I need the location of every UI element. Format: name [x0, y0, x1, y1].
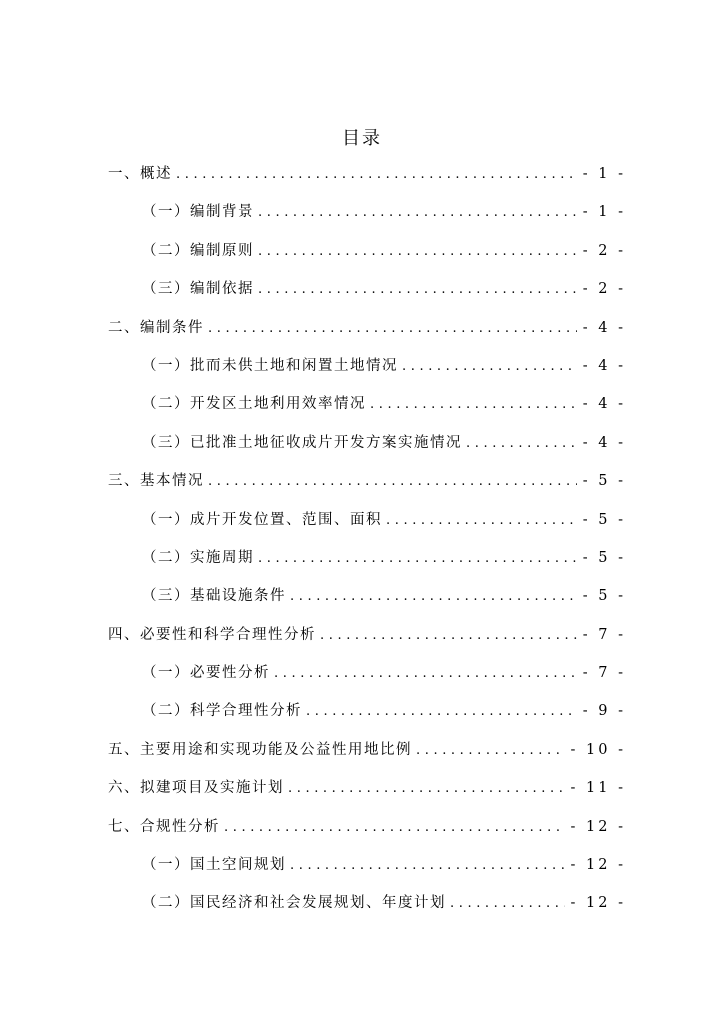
toc-dot-leader — [288, 781, 565, 796]
toc-entry-label: 一、概述 — [108, 166, 172, 182]
toc-dot-leader — [290, 858, 565, 873]
toc-page-number: - 9 - — [582, 703, 626, 720]
toc-entry-label: 七、合规性分析 — [108, 818, 220, 835]
toc-entry-label: （一）必要性分析 — [142, 665, 270, 682]
toc-entry-label: 六、拟建项目及实施计划 — [108, 780, 284, 797]
toc-page-number: - 12 - — [570, 895, 626, 912]
toc-dot-leader — [386, 513, 577, 528]
toc-entry[interactable] — [108, 661, 626, 699]
toc-page-number: - 11 - — [570, 780, 626, 797]
toc-dot-leader — [176, 167, 577, 182]
toc-dot-leader — [258, 282, 577, 297]
toc-dot-leader — [466, 436, 577, 451]
toc-page-number: - 4 - — [582, 434, 626, 451]
toc-entry-label: （一）编制背景 — [142, 204, 254, 221]
toc-dot-leader — [258, 551, 577, 566]
toc-page-number: - 4 - — [582, 396, 626, 413]
toc-entry[interactable] — [108, 853, 626, 891]
toc-dot-leader — [258, 244, 577, 259]
toc-dot-leader — [320, 628, 577, 643]
toc-entry[interactable] — [108, 738, 626, 776]
toc-dot-leader — [370, 397, 577, 412]
toc-dot-leader — [224, 820, 565, 835]
toc-entry-label: 四、必要性和科学合理性分析 — [108, 626, 316, 643]
toc-entry-label: （一）国土空间规划 — [142, 857, 286, 874]
toc-entry[interactable] — [108, 316, 626, 354]
toc-entry[interactable] — [108, 162, 626, 200]
toc-page-number: - 5 - — [582, 549, 626, 566]
toc-page-number: - 4 - — [582, 319, 626, 336]
toc-page-number: - 7 - — [582, 626, 626, 643]
toc-entry-label: 二、编制条件 — [108, 319, 204, 336]
toc-page-number: - 12 - — [570, 818, 626, 835]
toc-entry[interactable] — [108, 239, 626, 277]
toc-entry[interactable] — [108, 431, 626, 469]
toc-entry[interactable] — [108, 508, 626, 546]
toc-title: 目录 — [342, 128, 382, 149]
toc-dot-leader — [208, 474, 577, 489]
toc-entry-label: （三）已批准土地征收成片开发方案实施情况 — [142, 434, 462, 451]
toc-entry-label: （二）开发区土地利用效率情况 — [142, 396, 366, 413]
toc-dot-leader — [290, 589, 577, 604]
toc-dot-leader — [416, 743, 565, 758]
toc-dot-leader — [208, 321, 577, 336]
toc-page-number: - 7 - — [582, 665, 626, 682]
toc-entry[interactable] — [108, 584, 626, 622]
toc-entry[interactable] — [108, 392, 626, 430]
toc-list — [108, 162, 626, 930]
toc-entry[interactable] — [108, 546, 626, 584]
toc-dot-leader — [450, 896, 565, 911]
toc-page-number: - 5 - — [582, 511, 626, 528]
toc-entry-label: （三）编制依据 — [142, 281, 254, 298]
toc-entry[interactable] — [108, 815, 626, 853]
toc-entry-label: （二）国民经济和社会发展规划、年度计划 — [142, 895, 446, 912]
toc-page-number: - 2 - — [582, 281, 626, 298]
toc-dot-leader — [258, 205, 577, 220]
toc-entry[interactable] — [108, 277, 626, 315]
toc-entry[interactable] — [108, 776, 626, 814]
toc-page-number: - 10 - — [570, 741, 626, 758]
toc-entry-label: 五、主要用途和实现功能及公益性用地比例 — [108, 741, 412, 758]
toc-entry[interactable] — [108, 699, 626, 737]
toc-entry-label: （二）科学合理性分析 — [142, 703, 302, 720]
toc-entry[interactable] — [108, 623, 626, 661]
toc-entry[interactable] — [108, 354, 626, 392]
toc-dot-leader — [274, 666, 577, 681]
toc-entry-label: （一）成片开发位置、范围、面积 — [142, 511, 382, 528]
toc-entry[interactable] — [108, 469, 626, 507]
toc-entry-label: （二）实施周期 — [142, 549, 254, 566]
toc-entry-label: 三、基本情况 — [108, 473, 204, 490]
toc-page-number: - 2 - — [582, 242, 626, 259]
toc-page-number: - 5 - — [582, 588, 626, 605]
toc-entry-label: （一）批而未供土地和闲置土地情况 — [142, 357, 398, 374]
toc-dot-leader — [402, 359, 577, 374]
toc-page-number: - 1 - — [582, 204, 626, 221]
toc-entry-label: （三）基础设施条件 — [142, 588, 286, 605]
toc-entry-label: （二）编制原则 — [142, 242, 254, 259]
toc-page-number: - 1 - — [582, 166, 626, 182]
toc-page-number: - 5 - — [582, 473, 626, 490]
toc-dot-leader — [306, 704, 577, 719]
toc-entry[interactable] — [108, 891, 626, 929]
toc-page-number: - 4 - — [582, 357, 626, 374]
toc-entry[interactable] — [108, 200, 626, 238]
toc-page-number: - 12 - — [570, 857, 626, 874]
